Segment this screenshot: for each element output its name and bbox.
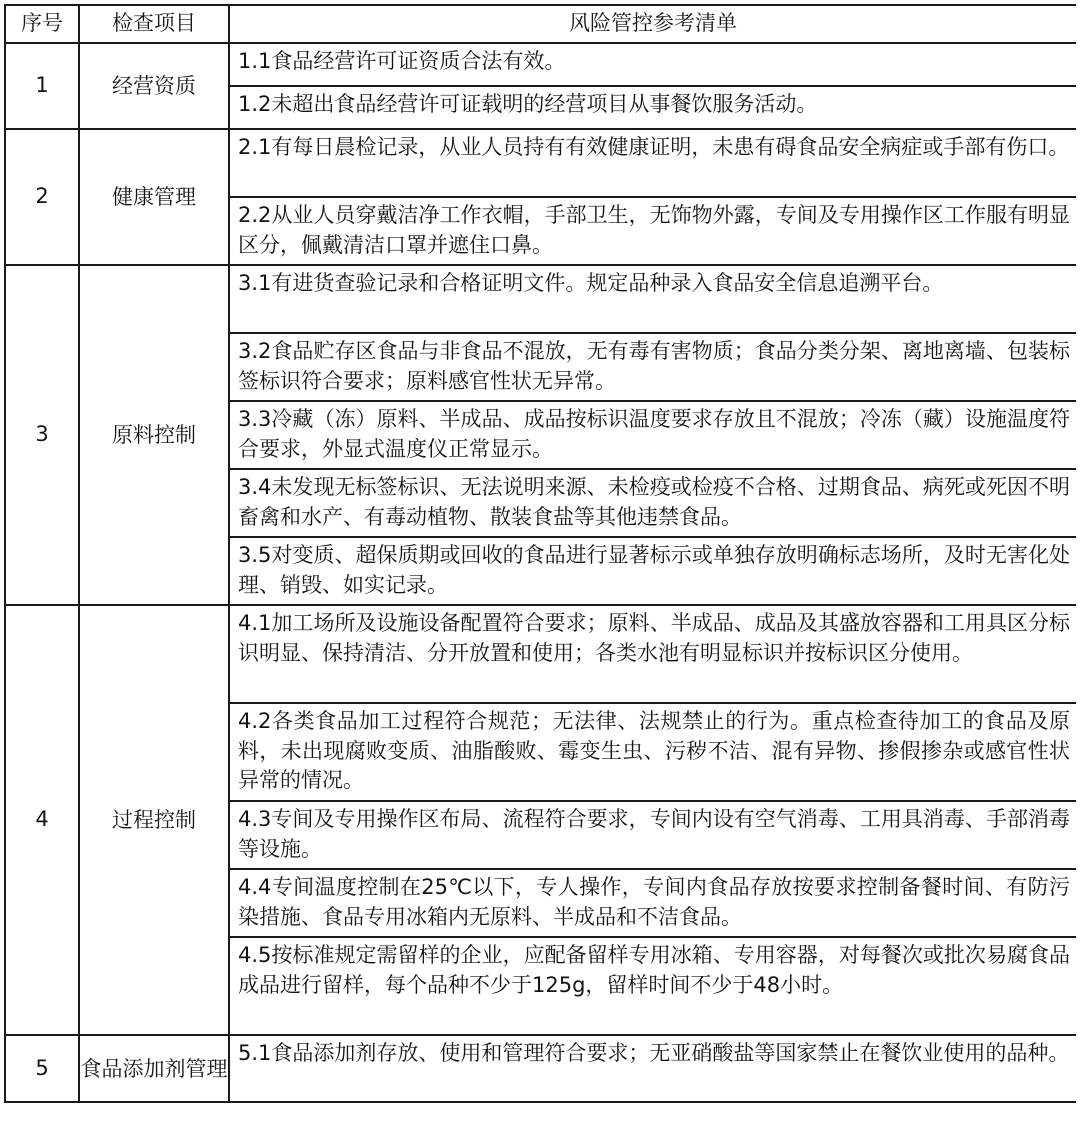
- checklist-item: 3.4未发现无标签标识、无法说明来源、未检疫或检疫不合格、过期食品、病死或死因不明畜禽和水产、有毒动植物、散装食盐等其他违禁食品。: [230, 468, 1076, 536]
- checklist-item: 4.3专间及专用操作区布局、流程符合要求，专间内设有空气消毒、工用具消毒、手部消毒等设施。: [230, 800, 1076, 868]
- header-row: [5, 5, 1076, 43]
- risk-control-table: [4, 4, 1076, 1103]
- inspection-item: 原料控制: [79, 265, 229, 605]
- checklist-item: 1.1食品经营许可证资质合法有效。: [238, 49, 566, 73]
- row-number: 3: [5, 265, 79, 605]
- checklist-item: 4.1加工场所及设施设备配置符合要求；原料、半成品、成品及其盛放容器和工用具区分标识明显、保持清洁、分开放置和使用；各类水池有明显标识并按标识区分使用。: [238, 611, 1070, 665]
- checklist-cell: [229, 1035, 1076, 1102]
- checklist-item: 4.4专间温度控制在25℃以下，专人操作，专间内食品存放按要求控制备餐时间、有防污染措施、食品专用冰箱内无原料、半成品和不洁食品。: [230, 868, 1076, 936]
- row-number: 1: [5, 43, 79, 129]
- inspection-item: 过程控制: [79, 605, 229, 1035]
- inspection-item: 健康管理: [79, 129, 229, 265]
- checklist-item: 3.1有进货查验记录和合格证明文件。规定品种录入食品安全信息追溯平台。: [238, 271, 944, 295]
- checklist-item: 3.5对变质、超保质期或回收的食品进行显著标示或单独存放明确标志场所，及时无害化处理、销毁、如实记录。: [230, 536, 1076, 604]
- inspection-item: 经营资质: [79, 43, 229, 129]
- table-row: [5, 265, 1076, 605]
- checklist-item: 3.3冷藏（冻）原料、半成品、成品按标识温度要求存放且不混放；冷冻（藏）设施温度符合要求，外显式温度仪正常显示。: [230, 400, 1076, 468]
- inspection-item: 食品添加剂管理: [79, 1035, 229, 1102]
- checklist-cell: [229, 129, 1076, 265]
- row-number: 2: [5, 129, 79, 265]
- risk-control-table-page: [4, 4, 1076, 1121]
- checklist-item: 2.2从业人员穿戴洁净工作衣帽，手部卫生，无饰物外露，专间及专用操作区工作服有明显区分，佩戴清洁口罩并遮住口鼻。: [230, 196, 1076, 264]
- checklist-item: 2.1有每日晨检记录，从业人员持有有效健康证明，未患有碍食品安全病症或手部有伤口。: [238, 135, 1070, 159]
- table-row: [5, 43, 1076, 129]
- table-row: [5, 1035, 1076, 1102]
- checklist-item: 3.2食品贮存区食品与非食品不混放，无有毒有害物质；食品分类分架、离地离墙、包装标签标识符合要求；原料感官性状无异常。: [230, 332, 1076, 400]
- header-serial-number: 序号: [5, 5, 79, 43]
- table-row: [5, 605, 1076, 1035]
- row-number: 4: [5, 605, 79, 1035]
- table-row: [5, 129, 1076, 265]
- row-number: 5: [5, 1035, 79, 1102]
- checklist-cell: [229, 605, 1076, 1035]
- checklist-item: 5.1食品添加剂存放、使用和管理符合要求；无亚硝酸盐等国家禁止在餐饮业使用的品种。: [238, 1041, 1070, 1065]
- checklist-cell: [229, 265, 1076, 605]
- checklist-item: 4.5按标准规定需留样的企业，应配备留样专用冰箱、专用容器，对每餐次或批次易腐食品成品进行留样，每个品种不少于125g，留样时间不少于48小时。: [230, 936, 1076, 1034]
- checklist-item: 4.2各类食品加工过程符合规范；无法律、法规禁止的行为。重点检查待加工的食品及原料，未出现腐败变质、油脂酸败、霉变生虫、污秽不洁、混有异物、掺假掺杂或感官性状异常的情况。: [230, 702, 1076, 800]
- header-inspection-item: 检查项目: [79, 5, 229, 43]
- checklist-cell: [229, 43, 1076, 129]
- checklist-item: 1.2未超出食品经营许可证载明的经营项目从事餐饮服务活动。: [230, 85, 1076, 128]
- header-risk-checklist: 风险管控参考清单: [229, 5, 1076, 43]
